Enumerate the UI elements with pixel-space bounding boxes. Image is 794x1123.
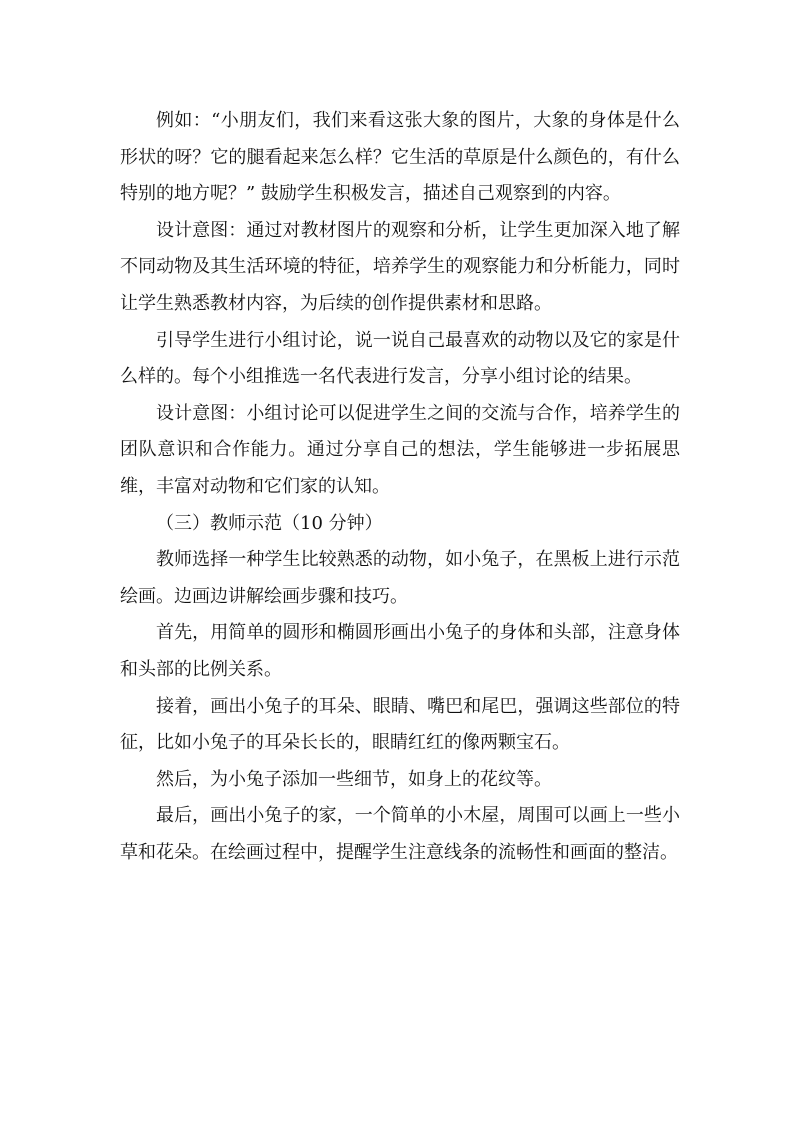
section-heading-teacher-demo: （三）教师示范（10 分钟） (156, 512, 383, 534)
paragraph-group-discussion: 引导学生进行小组讨论，说一说自己最喜欢的动物以及它的家是什么样的。每个小组推选一名代表进行发言，分享小组讨论的结果。 (120, 329, 680, 388)
paragraph-step-last: 最后，画出小兔子的家，一个简单的小木屋，周围可以画上一些小草和花朵。在绘画过程中，提醒学生注意线条的流畅性和画面的整洁。 (120, 805, 680, 863)
document-body (120, 103, 680, 871)
paragraph-elephant-example: 例如：“小朋友们，我们来看这张大象的图片，大象的身体是什么形状的呀？它的腿看起来怎么样？它生活的草原是什么颜色的，有什么特别的地方呢？” 鼓励学生积极发言，描述自己观察到的内容。 (120, 110, 680, 205)
paragraph-design-intent-observation: 设计意图：通过对教材图片的观察和分析，让学生更加深入地了解不同动物及其生活环境的特征，培养学生的观察能力和分析能力，同时让学生熟悉教材内容，为后续的创作提供素材和思路。 (120, 219, 680, 314)
paragraph-demo-intro: 教师选择一种学生比较熟悉的动物，如小兔子，在黑板上进行示范绘画。边画边讲解绘画步骤和技巧。 (120, 549, 680, 607)
paragraph-design-intent-discussion: 设计意图：小组讨论可以促进学生之间的交流与合作，培养学生的团队意识和合作能力。通过分享自己的想法，学生能够进一步拓展思维，丰富对动物和它们家的认知。 (120, 402, 680, 497)
paragraph-step-first: 首先，用简单的圆形和椭圆形画出小兔子的身体和头部，注意身体和头部的比例关系。 (120, 622, 680, 680)
paragraph-step-then: 然后，为小兔子添加一些细节，如身上的花纹等。 (156, 768, 552, 790)
paragraph-step-next: 接着，画出小兔子的耳朵、眼睛、嘴巴和尾巴，强调这些部位的特征，比如小兔子的耳朵长长的，眼睛红红的像两颗宝石。 (120, 695, 680, 754)
